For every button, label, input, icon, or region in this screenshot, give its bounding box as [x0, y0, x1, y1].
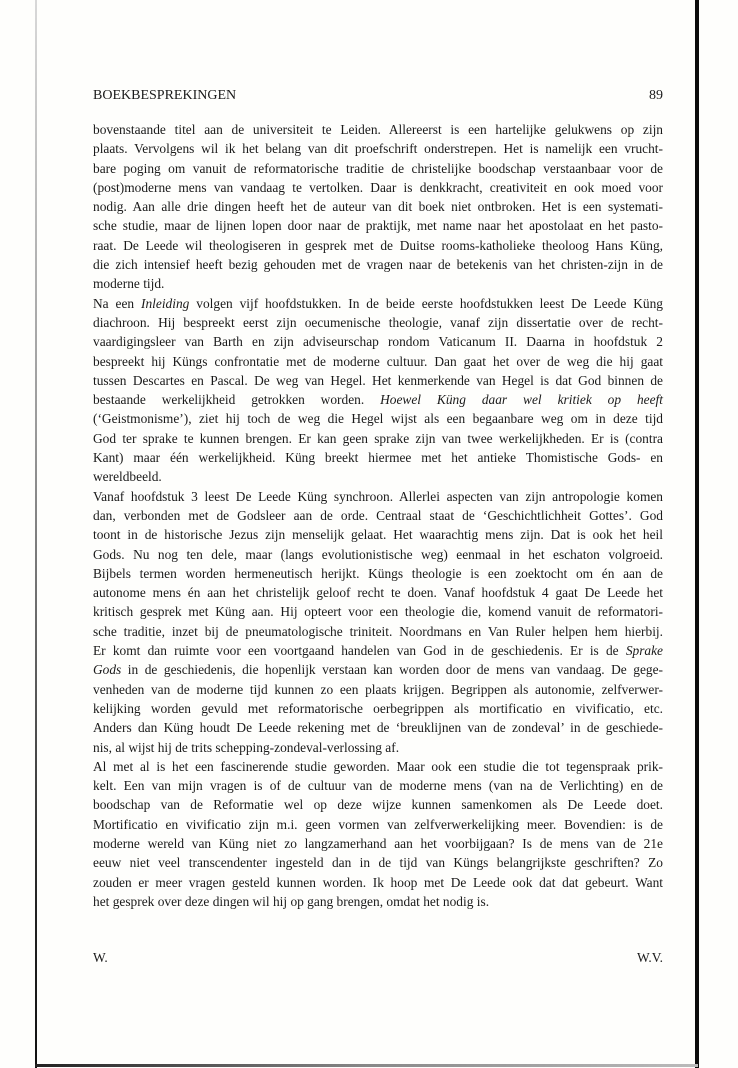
text-line: [93, 660, 663, 679]
text-line: Bijbels termen worden hermeneutisch herijkt. Küngs theologie is een zoektocht om én aan de: [93, 565, 663, 581]
text-line: toont in de historische Jezus zijn menselijk gelaat. Het waarachtig mens zijn. Dat is ook het heil: [93, 527, 663, 543]
text-line: raat. De Leede wil theologiseren in gesprek met de Duitse rooms-katholieke theoloog Hans Küng,: [93, 237, 663, 253]
review-body: [93, 120, 663, 911]
text-line: kelijking worden gevuld met reformatorische oerbegrippen als mortificatio en vivificatio, etc.: [93, 700, 663, 716]
text-line: (post)moderne mens van vandaag te vertolken. Daar is denkkracht, creativiteit en ook moed voor: [93, 179, 663, 195]
signature-right: W.V.: [636, 950, 663, 965]
text-line: Anders dan Küng houdt De Leede rekening met de ‘breuklijnen van de zondeval’ in de geschiede-: [93, 720, 663, 736]
text-segment: Na een: [93, 295, 141, 311]
page-edge-left: [35, 0, 37, 1068]
text-line: sche traditie, inzet bij de pneumatologische triniteit. Noordmans en Van Ruler helpen hem hierbij.: [93, 623, 663, 639]
text-line: (‘Geistmonisme’), ziet hij toch de weg die Hegel wijst als een begaanbare weg om in deze tijd: [93, 411, 663, 427]
text-line: venheden van de moderne tijd kunnen zo een plaats krijgen. Begrippen als autonomie, zelfverwer-: [93, 681, 663, 697]
italic-text: Gods: [93, 662, 122, 678]
text-line: die zich intensief heeft bezig gehouden met de vragen naar de betekenis van het christen-zijn in de: [93, 257, 663, 273]
text-line: zouden er meer vragen gesteld kunnen worden. Ik hoop met De Leede ook dat dat gebeurt. Want: [93, 874, 663, 890]
text-line: moderne tijd.: [93, 276, 165, 292]
italic-text: Inleiding: [141, 295, 190, 311]
text-line: Vanaf hoofdstuk 3 leest De Leede Küng synchroon. Allerlei aspecten van zijn antropologie komen: [93, 488, 663, 504]
text-line: bespreekt hij Küngs confrontatie met de moderne cultuur. Dan gaat het over de weg die hij gaat: [93, 353, 663, 369]
paragraph: [93, 757, 663, 911]
signature-left: W.: [93, 950, 108, 965]
text-line: kritisch gesprek met Küng aan. Hij opteert voor een theologie die, komend vanuit de reformatori-: [93, 604, 663, 620]
text-line: boodschap van de Reformatie wel op deze wijze kunnen samenkomen als De Leede doet.: [93, 797, 663, 813]
text-line: [93, 641, 663, 660]
text-line: God ter sprake te kunnen brengen. Er kan geen sprake zijn van twee werkelijkheden. Er is (contra: [93, 430, 663, 446]
page-edge-right: [695, 0, 699, 1068]
text-line: Kant) maar één werkelijkheid. Küng breekt hiermee met het antieke Thomistische Gods- en: [93, 450, 663, 466]
text-segment: volgen vijf hoofdstukken. In de beide eerste hoofdstukken leest De Leede Küng: [189, 295, 663, 311]
text-line: nodig. Aan alle drie dingen heeft het de auteur van dit boek niet ontbroken. Het is een systemati-: [93, 199, 663, 215]
paragraph: [93, 487, 663, 757]
text-line: Gods. Nu nog ten dele, maar (langs evolutionistische weg) eenmaal in het eschaton volgroeid.: [93, 546, 663, 562]
page-edge-bottom: [35, 1064, 698, 1067]
text-line: bare poging om vanuit de reformatorische traditie de christelijke boodschap verstaanbaar voor de: [93, 160, 663, 176]
text-line: dan, verbonden met de Godsleer aan de orde. Centraal staat de ‘Geschichtlichheit Gottes’. God: [93, 507, 663, 523]
text-line: eeuw niet veel transcendenter ingesteld dan in de tijd van Küngs belangrijkste geschriften? Zo: [93, 855, 663, 871]
text-line: Al met al is het een fascinerende studie geworden. Maar ook een studie die tot tegenspraak prik-: [93, 758, 663, 774]
section-title: BOEKBESPREKINGEN: [93, 88, 237, 103]
text-line: autonome mens én aan het christelijk geloof recht te doen. Vanaf hoofdstuk 4 gaat De Leede het: [93, 585, 663, 601]
signature-row: [93, 950, 663, 966]
text-segment: Er komt dan ruimte voor een voortgaand handelen van God in de geschiedenis. Er is de: [93, 643, 626, 659]
text-line: bovenstaande titel aan de universiteit te Leiden. Allereerst is een hartelijke gelukwens op zijn: [93, 122, 663, 137]
page-number: 89: [649, 88, 663, 103]
text-line: diachroon. Hij bespreekt eerst zijn oecumenische theologie, vanaf zijn dissertatie over de recht-: [93, 314, 663, 330]
text-line: vaardigingsleer van Barth en zijn adviseurschap rondom Vaticanum II. Daarna in hoofdstuk 2: [93, 334, 663, 350]
text-line: tussen Descartes en Pascal. De weg van Hegel. Het kenmerkende van Hegel is dat God binnen de: [93, 372, 663, 388]
italic-text: Hoewel Küng daar wel kritiek op heeft: [380, 392, 663, 408]
text-line: [93, 390, 663, 409]
text-line: moderne wereld van Küng niet zo langzamerhand aan het voorbijgaan? Is de mens van de 21e: [93, 835, 663, 851]
text-line: plaats. Vervolgens wil ik het belang van dit proefschrift onderstrepen. Het is namelijk een vrucht-: [93, 141, 663, 157]
text-line: sche studie, maar de lijnen lopen door naar de praktijk, met name naar het apostolaat en het pasto-: [93, 218, 663, 234]
text-line: nis, al wijst hij de trits schepping-zondeval-verlossing af.: [93, 739, 400, 755]
text-line: kelt. Een van mijn vragen is of de cultuur van de moderne mens (van na de Verlichting) en de: [93, 778, 663, 794]
paragraph: [93, 120, 663, 294]
paragraph: [93, 294, 663, 487]
text-segment: bestaande werkelijkheid getrokken worden.: [93, 392, 381, 408]
text-line: Mortificatio en vivificatio zijn m.i. geen vormen van zelfverwerkelijking meer. Bovendien: is de: [93, 816, 663, 832]
italic-text: Sprake: [625, 643, 663, 659]
text-segment: in de geschiedenis, die hopenlijk verstaan kan worden door de mens van vandaag. De gege-: [121, 662, 663, 678]
text-line: [93, 294, 663, 313]
text-line: het gesprek over deze dingen wil hij op gang brengen, omdat het nodig is.: [93, 893, 490, 909]
text-line: wereldbeeld.: [93, 469, 162, 485]
running-header: [93, 88, 663, 104]
